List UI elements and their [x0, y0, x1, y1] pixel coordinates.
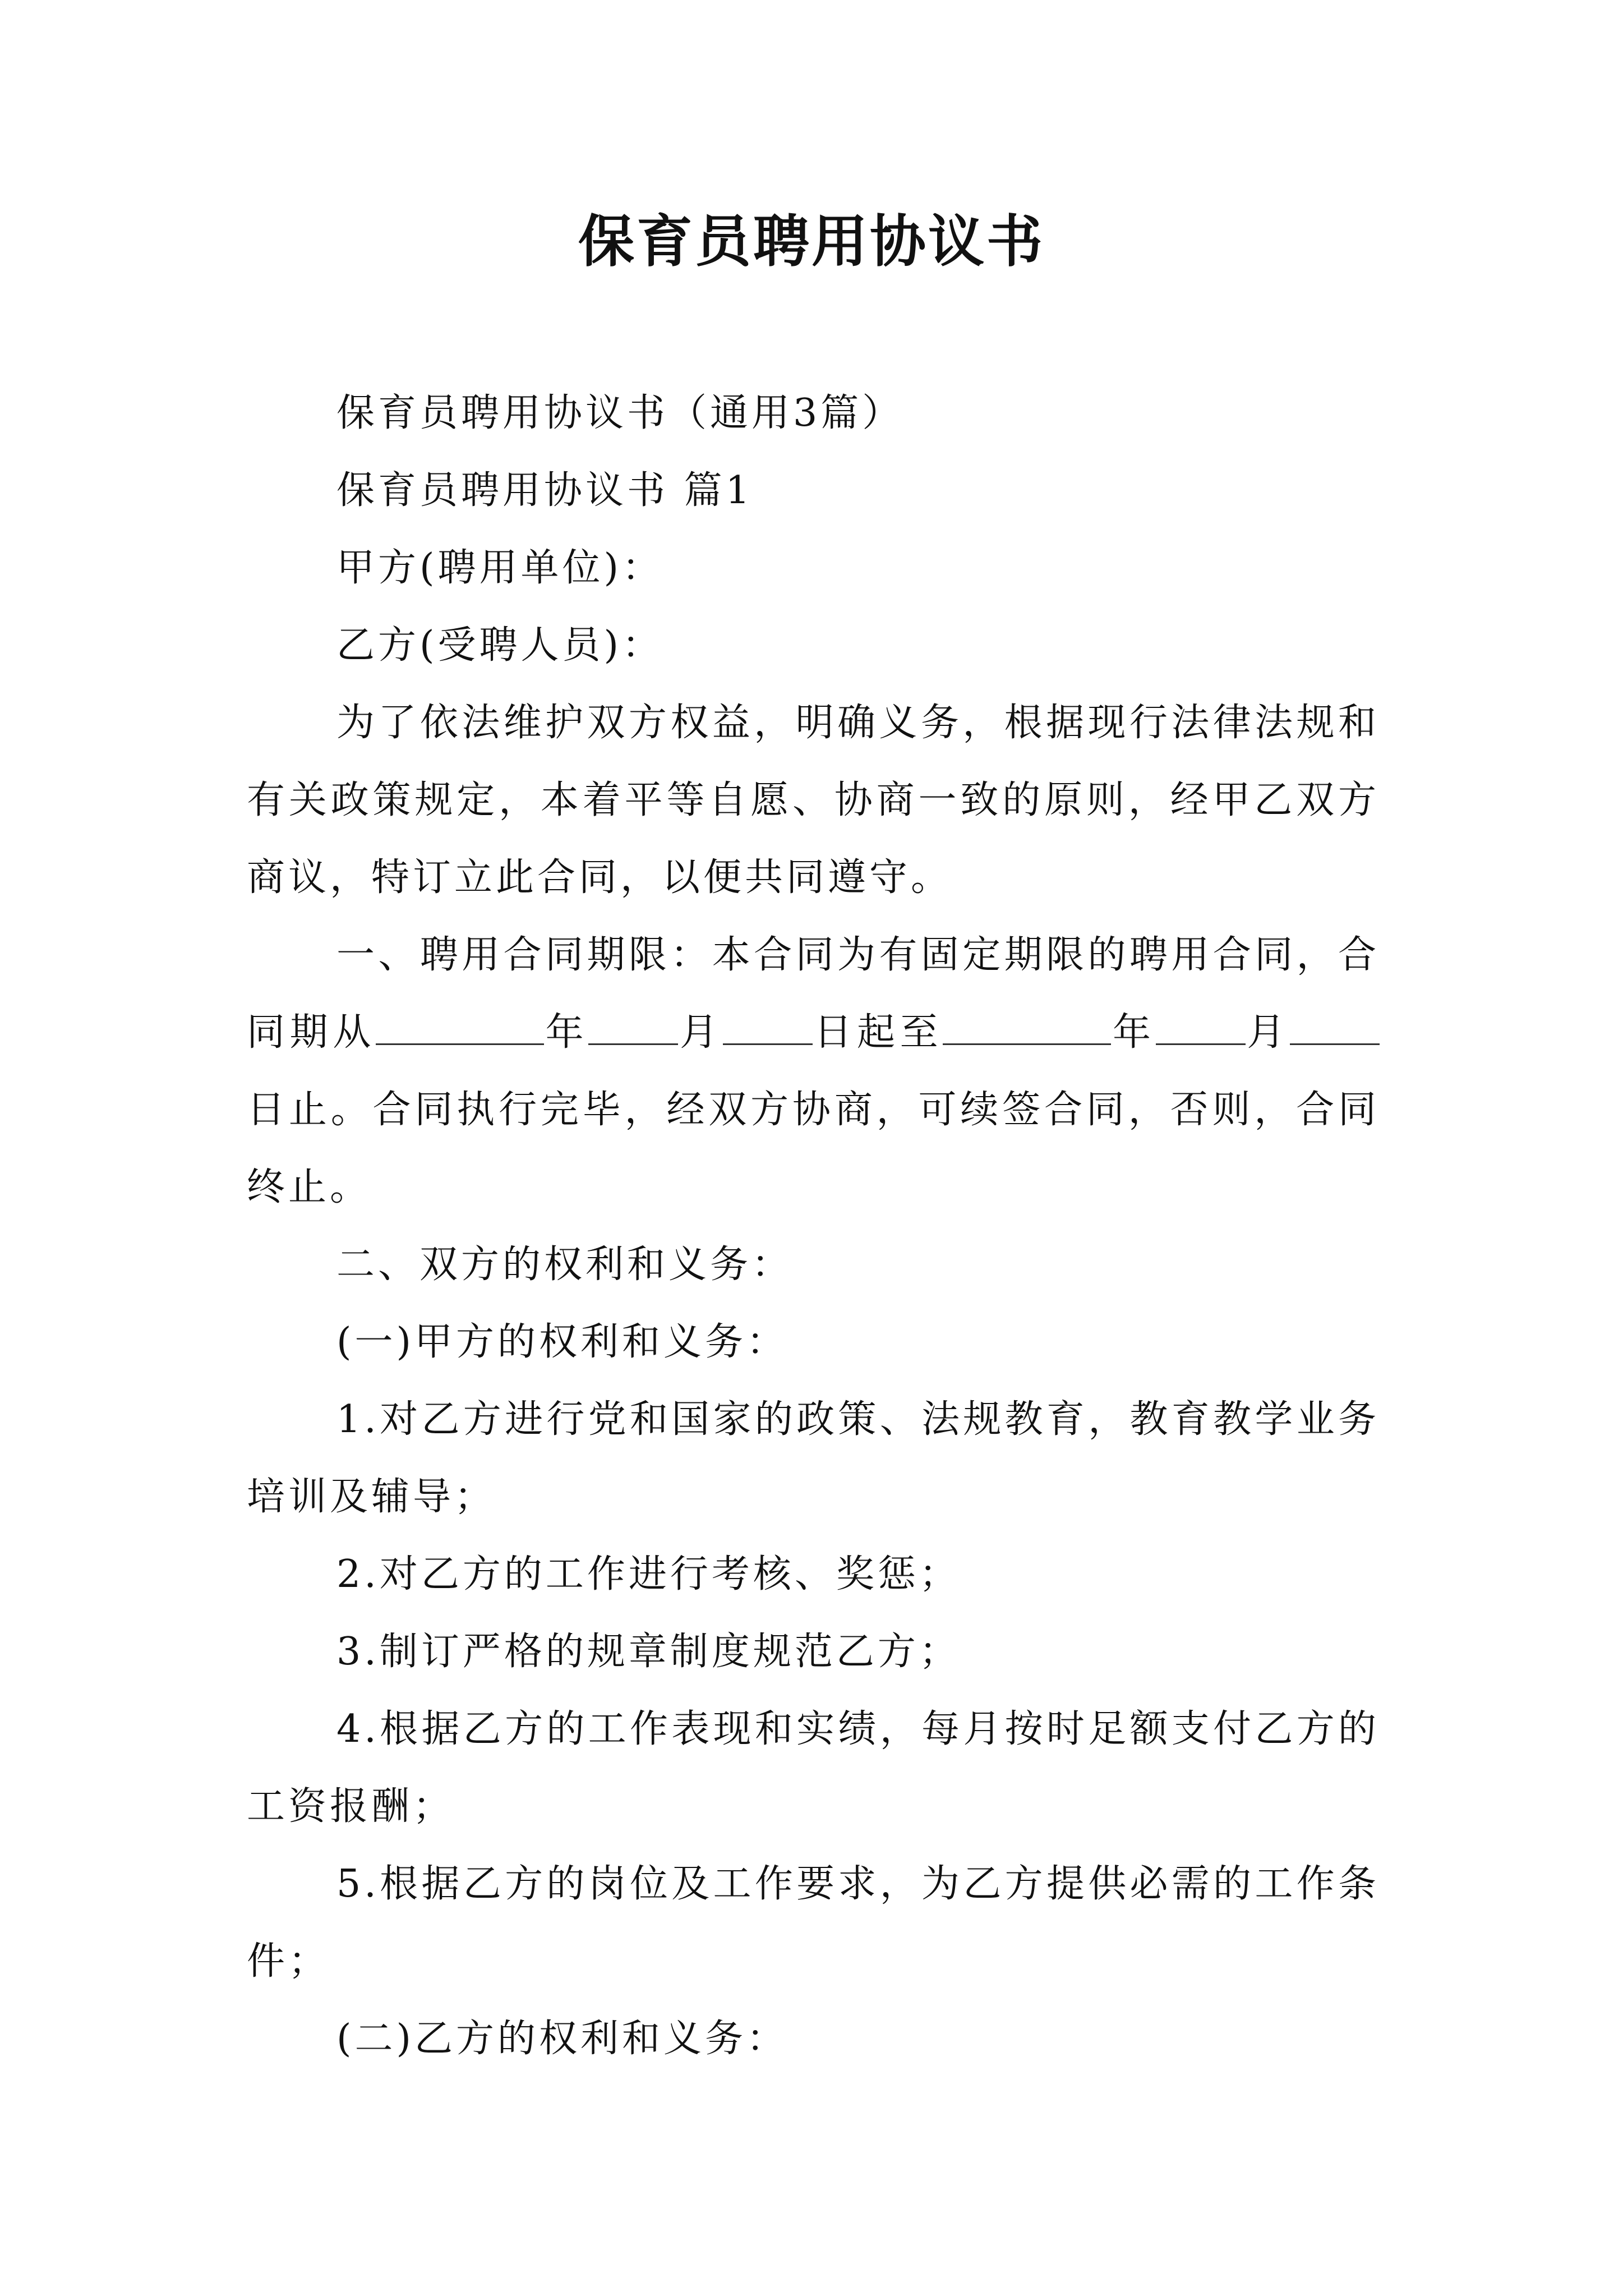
party-a-line: 甲方(聘用单位)： [336, 546, 664, 590]
document-subtitle: 保育员聘用协议书（通用3篇） [336, 391, 904, 435]
start-year-label: 年 [543, 1010, 589, 1055]
end-month-label: 月 [1245, 1010, 1290, 1055]
term-lead-text: 一、聘用合同期限：本合同为有固定期限的聘用合同，合同期从 [247, 933, 1380, 1055]
end-day-blank [1290, 1006, 1380, 1045]
end-year-blank [943, 1006, 1111, 1045]
start-month-label: 月 [678, 1010, 723, 1055]
start-month-blank [588, 1006, 678, 1045]
term-end-text: 日止。合同执行完毕，经双方协商，可续签合同，否则，合同终止。 [247, 1088, 1380, 1209]
section-heading: 保育员聘用协议书 篇1 [336, 468, 753, 513]
end-year-label: 年 [1111, 1010, 1156, 1055]
document-title: 保育员聘用协议书 [578, 208, 1045, 274]
party-a-item-4: 4.根据乙方的工作表现和实绩，每月按时足额支付乙方的工资报酬； [247, 1707, 1380, 1829]
party-a-rights-heading: (一)甲方的权利和义务： [336, 1320, 789, 1364]
document-body [247, 375, 1380, 2078]
party-a-item-2: 2.对乙方的工作进行考核、奖惩； [336, 1552, 961, 1596]
intro-paragraph: 为了依法维护双方权益，明确义务，根据现行法律法规和有关政策规定，本着平等自愿、协商一致的原则，经甲乙双方商议，特订立此合同，以便共同遵守。 [247, 701, 1380, 900]
start-day-label: 日起至 [812, 1010, 943, 1055]
start-year-blank [376, 1006, 544, 1045]
rights-heading: 二、双方的权利和义务： [336, 1243, 794, 1287]
term-paragraph [247, 917, 1380, 1226]
start-day-blank [723, 1006, 813, 1045]
party-a-item-5: 5.根据乙方的岗位及工作要求，为乙方提供必需的工作条件； [247, 1862, 1380, 1984]
end-month-blank [1156, 1006, 1246, 1045]
party-b-line: 乙方(受聘人员)： [336, 623, 664, 668]
party-a-item-3: 3.制订严格的规章制度规范乙方； [336, 1630, 961, 1674]
party-a-item-1: 1.对乙方进行党和国家的政策、法规教育，教育教学业务培训及辅导； [247, 1397, 1380, 1519]
party-b-rights-heading: (二)乙方的权利和义务： [336, 2017, 789, 2061]
